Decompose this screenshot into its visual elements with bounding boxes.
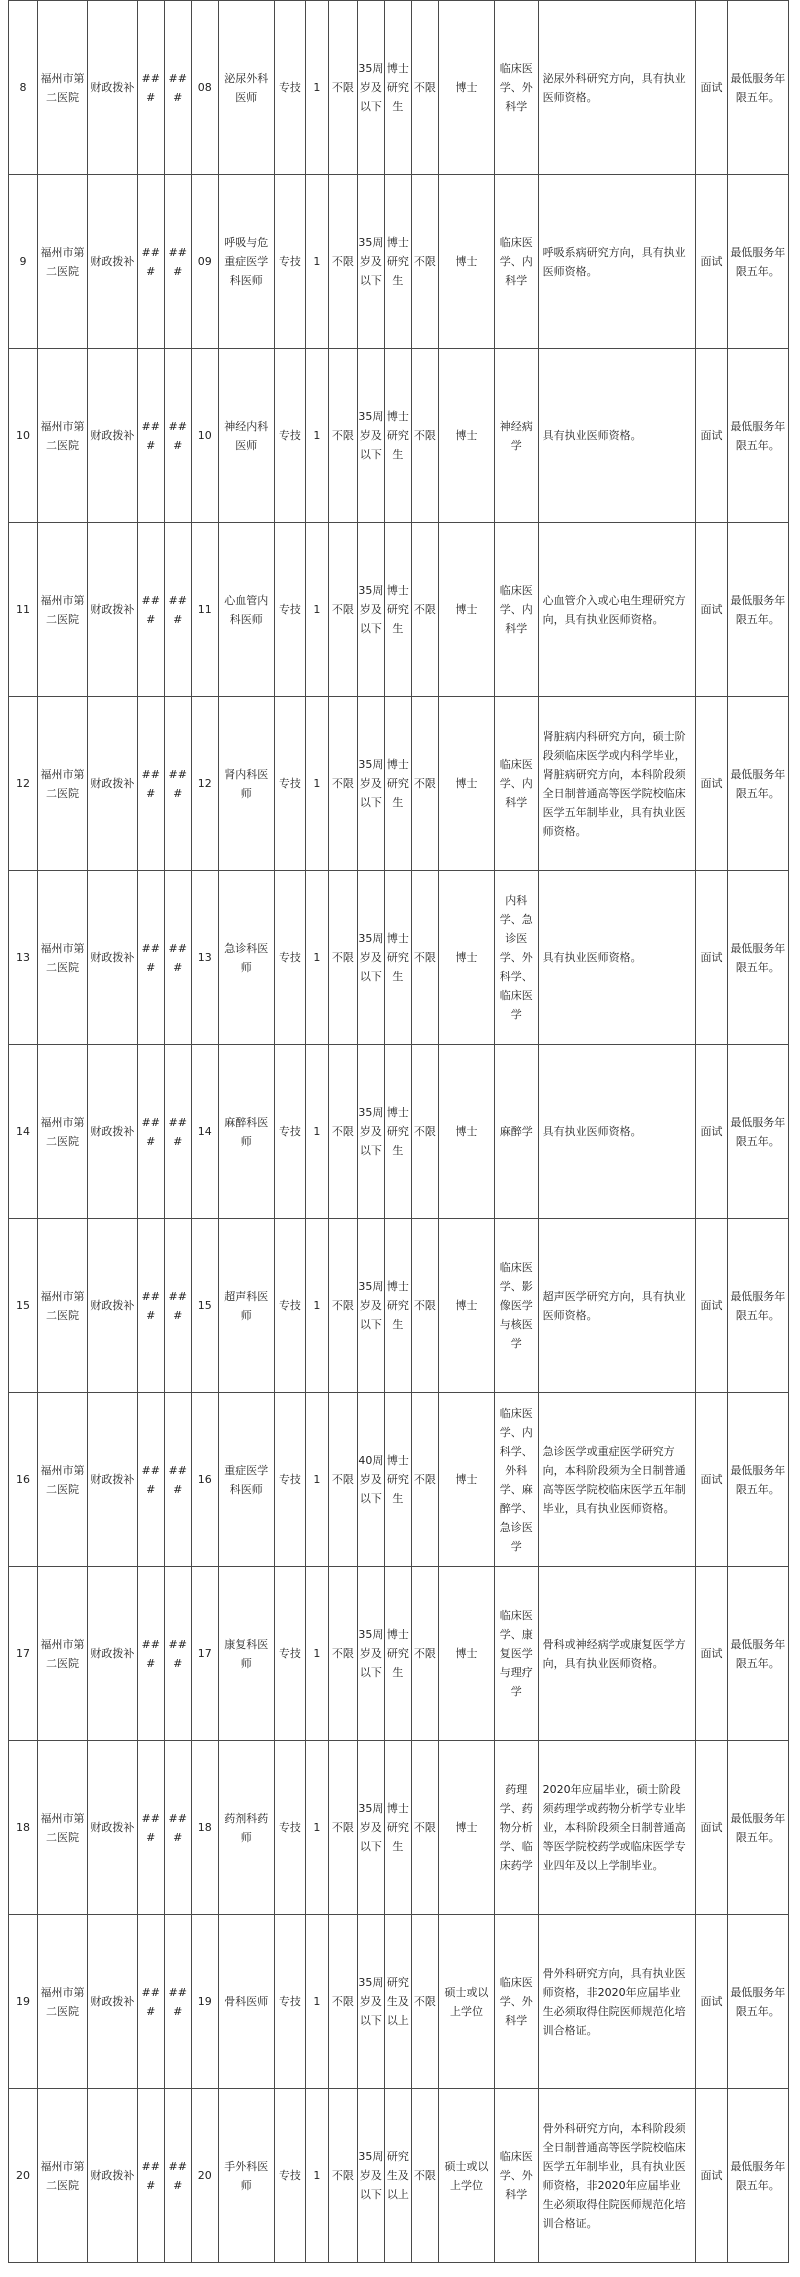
post-number-cell: 10 — [191, 349, 218, 523]
post-number-cell: 15 — [191, 1219, 218, 1393]
major-requirement-cell: 神经病学 — [495, 349, 539, 523]
service-term-cell: 最低服务年限五年。 — [727, 1567, 788, 1741]
post-number-cell: 11 — [191, 523, 218, 697]
post-number-cell: 14 — [191, 1045, 218, 1219]
major-requirement-cell: 临床医学、内科学 — [495, 523, 539, 697]
employer-name-cell: 福州市第二医院 — [38, 1219, 88, 1393]
post-code-cell: ### — [164, 523, 191, 697]
recruitment-table — [8, 0, 789, 2263]
degree-limit-cell: 不限 — [411, 1915, 438, 2089]
age-requirement-cell: 35周岁及以下 — [357, 1219, 384, 1393]
degree-requirement-cell: 博士 — [438, 1219, 494, 1393]
post-name-cell: 麻醉科医师 — [218, 1045, 274, 1219]
post-code-cell: ### — [164, 1567, 191, 1741]
service-term-cell: 最低服务年限五年。 — [727, 1741, 788, 1915]
unit-code-cell: ### — [137, 1915, 164, 2089]
post-name-cell: 肾内科医师 — [218, 697, 274, 871]
hire-count-cell: 1 — [306, 175, 329, 349]
exam-method-cell: 面试 — [696, 1741, 727, 1915]
major-requirement-cell: 临床医学、康复医学与理疗学 — [495, 1567, 539, 1741]
other-requirements-cell: 具有执业医师资格。 — [538, 1045, 696, 1219]
post-code-cell: ### — [164, 2089, 191, 2263]
post-name-cell: 重症医学科医师 — [218, 1393, 274, 1567]
post-type-cell: 专技 — [274, 349, 305, 523]
gender-requirement-cell: 不限 — [328, 1219, 357, 1393]
row-number-cell: 8 — [9, 1, 38, 175]
degree-limit-cell: 不限 — [411, 349, 438, 523]
post-number-cell: 19 — [191, 1915, 218, 2089]
service-term-cell: 最低服务年限五年。 — [727, 349, 788, 523]
gender-requirement-cell: 不限 — [328, 1741, 357, 1915]
post-type-cell: 专技 — [274, 871, 305, 1045]
major-requirement-cell: 内科学、急诊医学、外科学、临床医学 — [495, 871, 539, 1045]
hire-count-cell: 1 — [306, 1045, 329, 1219]
service-term-cell: 最低服务年限五年。 — [727, 1915, 788, 2089]
degree-requirement-cell: 博士 — [438, 871, 494, 1045]
unit-code-cell: ### — [137, 871, 164, 1045]
unit-code-cell: ### — [137, 2089, 164, 2263]
row-number-cell: 19 — [9, 1915, 38, 2089]
funding-source-cell: 财政拨补 — [87, 175, 137, 349]
employer-name-cell: 福州市第二医院 — [38, 523, 88, 697]
degree-limit-cell: 不限 — [411, 1, 438, 175]
funding-source-cell: 财政拨补 — [87, 523, 137, 697]
funding-source-cell: 财政拨补 — [87, 697, 137, 871]
education-requirement-cell: 博士研究生 — [384, 697, 411, 871]
post-code-cell: ### — [164, 349, 191, 523]
funding-source-cell: 财政拨补 — [87, 1045, 137, 1219]
row-number-cell: 12 — [9, 697, 38, 871]
post-number-cell: 09 — [191, 175, 218, 349]
education-requirement-cell: 博士研究生 — [384, 1567, 411, 1741]
gender-requirement-cell: 不限 — [328, 1567, 357, 1741]
degree-requirement-cell: 硕士或以上学位 — [438, 2089, 494, 2263]
employer-name-cell: 福州市第二医院 — [38, 1, 88, 175]
service-term-cell: 最低服务年限五年。 — [727, 1393, 788, 1567]
post-type-cell: 专技 — [274, 175, 305, 349]
major-requirement-cell: 临床医学、内科学、外科学、麻醉学、急诊医学 — [495, 1393, 539, 1567]
post-code-cell: ### — [164, 1, 191, 175]
gender-requirement-cell: 不限 — [328, 1393, 357, 1567]
row-number-cell: 9 — [9, 175, 38, 349]
post-name-cell: 急诊科医师 — [218, 871, 274, 1045]
education-requirement-cell: 博士研究生 — [384, 1, 411, 175]
service-term-cell: 最低服务年限五年。 — [727, 697, 788, 871]
post-name-cell: 药剂科药师 — [218, 1741, 274, 1915]
hire-count-cell: 1 — [306, 1567, 329, 1741]
row-number-cell: 18 — [9, 1741, 38, 1915]
gender-requirement-cell: 不限 — [328, 523, 357, 697]
gender-requirement-cell: 不限 — [328, 1045, 357, 1219]
service-term-cell: 最低服务年限五年。 — [727, 175, 788, 349]
row-number-cell: 14 — [9, 1045, 38, 1219]
employer-name-cell: 福州市第二医院 — [38, 1393, 88, 1567]
table-row — [9, 1, 789, 175]
exam-method-cell: 面试 — [696, 175, 727, 349]
funding-source-cell: 财政拨补 — [87, 2089, 137, 2263]
table-row — [9, 1045, 789, 1219]
exam-method-cell: 面试 — [696, 1, 727, 175]
post-type-cell: 专技 — [274, 1393, 305, 1567]
funding-source-cell: 财政拨补 — [87, 1219, 137, 1393]
funding-source-cell: 财政拨补 — [87, 871, 137, 1045]
unit-code-cell: ### — [137, 523, 164, 697]
gender-requirement-cell: 不限 — [328, 175, 357, 349]
degree-limit-cell: 不限 — [411, 1741, 438, 1915]
other-requirements-cell: 肾脏病内科研究方向，硕士阶段须临床医学或内科学毕业，肾脏病研究方向，本科阶段须全日制普通高等医学院校临床医学五年制毕业，具有执业医师资格。 — [538, 697, 696, 871]
age-requirement-cell: 35周岁及以下 — [357, 1915, 384, 2089]
age-requirement-cell: 35周岁及以下 — [357, 1567, 384, 1741]
exam-method-cell: 面试 — [696, 1567, 727, 1741]
table-row — [9, 1741, 789, 1915]
unit-code-cell: ### — [137, 1393, 164, 1567]
hire-count-cell: 1 — [306, 1915, 329, 2089]
post-name-cell: 超声科医师 — [218, 1219, 274, 1393]
funding-source-cell: 财政拨补 — [87, 349, 137, 523]
post-type-cell: 专技 — [274, 2089, 305, 2263]
funding-source-cell: 财政拨补 — [87, 1741, 137, 1915]
age-requirement-cell: 35周岁及以下 — [357, 1, 384, 175]
other-requirements-cell: 呼吸系病研究方向，具有执业医师资格。 — [538, 175, 696, 349]
unit-code-cell: ### — [137, 1, 164, 175]
other-requirements-cell: 具有执业医师资格。 — [538, 871, 696, 1045]
hire-count-cell: 1 — [306, 1, 329, 175]
table-row — [9, 349, 789, 523]
age-requirement-cell: 35周岁及以下 — [357, 349, 384, 523]
degree-requirement-cell: 博士 — [438, 1567, 494, 1741]
degree-requirement-cell: 博士 — [438, 175, 494, 349]
post-code-cell: ### — [164, 175, 191, 349]
major-requirement-cell: 临床医学、外科学 — [495, 2089, 539, 2263]
major-requirement-cell: 临床医学、内科学 — [495, 697, 539, 871]
table-row — [9, 1393, 789, 1567]
education-requirement-cell: 博士研究生 — [384, 175, 411, 349]
unit-code-cell: ### — [137, 175, 164, 349]
degree-requirement-cell: 博士 — [438, 1741, 494, 1915]
gender-requirement-cell: 不限 — [328, 1, 357, 175]
degree-limit-cell: 不限 — [411, 1045, 438, 1219]
employer-name-cell: 福州市第二医院 — [38, 1741, 88, 1915]
other-requirements-cell: 具有执业医师资格。 — [538, 349, 696, 523]
employer-name-cell: 福州市第二医院 — [38, 1567, 88, 1741]
funding-source-cell: 财政拨补 — [87, 1393, 137, 1567]
unit-code-cell: ### — [137, 1567, 164, 1741]
table-row — [9, 1219, 789, 1393]
other-requirements-cell: 2020年应届毕业，硕士阶段须药理学或药物分析学专业毕业，本科阶段须全日制普通高等医学院校药学或临床医学专业四年及以上学制毕业。 — [538, 1741, 696, 1915]
table-row — [9, 871, 789, 1045]
post-type-cell: 专技 — [274, 1741, 305, 1915]
service-term-cell: 最低服务年限五年。 — [727, 1045, 788, 1219]
exam-method-cell: 面试 — [696, 2089, 727, 2263]
hire-count-cell: 1 — [306, 871, 329, 1045]
degree-limit-cell: 不限 — [411, 697, 438, 871]
hire-count-cell: 1 — [306, 1219, 329, 1393]
row-number-cell: 20 — [9, 2089, 38, 2263]
education-requirement-cell: 博士研究生 — [384, 1219, 411, 1393]
post-number-cell: 20 — [191, 2089, 218, 2263]
employer-name-cell: 福州市第二医院 — [38, 349, 88, 523]
post-number-cell: 08 — [191, 1, 218, 175]
age-requirement-cell: 40周岁及以下 — [357, 1393, 384, 1567]
gender-requirement-cell: 不限 — [328, 871, 357, 1045]
other-requirements-cell: 骨外科研究方向，具有执业医师资格，非2020年应届毕业生必须取得住院医师规范化培训合格证。 — [538, 1915, 696, 2089]
degree-limit-cell: 不限 — [411, 871, 438, 1045]
post-number-cell: 17 — [191, 1567, 218, 1741]
recruitment-table-page — [8, 0, 789, 2263]
degree-requirement-cell: 博士 — [438, 523, 494, 697]
unit-code-cell: ### — [137, 697, 164, 871]
hire-count-cell: 1 — [306, 697, 329, 871]
gender-requirement-cell: 不限 — [328, 349, 357, 523]
education-requirement-cell: 博士研究生 — [384, 1741, 411, 1915]
gender-requirement-cell: 不限 — [328, 2089, 357, 2263]
degree-limit-cell: 不限 — [411, 175, 438, 349]
table-row — [9, 2089, 789, 2263]
hire-count-cell: 1 — [306, 523, 329, 697]
service-term-cell: 最低服务年限五年。 — [727, 1, 788, 175]
row-number-cell: 15 — [9, 1219, 38, 1393]
employer-name-cell: 福州市第二医院 — [38, 175, 88, 349]
post-name-cell: 神经内科医师 — [218, 349, 274, 523]
employer-name-cell: 福州市第二医院 — [38, 2089, 88, 2263]
degree-requirement-cell: 博士 — [438, 1393, 494, 1567]
exam-method-cell: 面试 — [696, 697, 727, 871]
post-code-cell: ### — [164, 1393, 191, 1567]
degree-limit-cell: 不限 — [411, 1393, 438, 1567]
age-requirement-cell: 35周岁及以下 — [357, 523, 384, 697]
post-code-cell: ### — [164, 1915, 191, 2089]
exam-method-cell: 面试 — [696, 523, 727, 697]
major-requirement-cell: 临床医学、外科学 — [495, 1915, 539, 2089]
employer-name-cell: 福州市第二医院 — [38, 1915, 88, 2089]
table-row — [9, 523, 789, 697]
post-type-cell: 专技 — [274, 697, 305, 871]
degree-limit-cell: 不限 — [411, 1219, 438, 1393]
funding-source-cell: 财政拨补 — [87, 1, 137, 175]
post-code-cell: ### — [164, 1219, 191, 1393]
row-number-cell: 16 — [9, 1393, 38, 1567]
age-requirement-cell: 35周岁及以下 — [357, 1045, 384, 1219]
unit-code-cell: ### — [137, 1741, 164, 1915]
post-number-cell: 13 — [191, 871, 218, 1045]
post-type-cell: 专技 — [274, 523, 305, 697]
other-requirements-cell: 骨科或神经病学或康复医学方向，具有执业医师资格。 — [538, 1567, 696, 1741]
unit-code-cell: ### — [137, 1045, 164, 1219]
other-requirements-cell: 骨外科研究方向，本科阶段须全日制普通高等医学院校临床医学五年制毕业，具有执业医师资格，非2020年应届毕业生必须取得住院医师规范化培训合格证。 — [538, 2089, 696, 2263]
post-name-cell: 呼吸与危重症医学科医师 — [218, 175, 274, 349]
table-row — [9, 697, 789, 871]
major-requirement-cell: 药理学、药物分析学、临床药学 — [495, 1741, 539, 1915]
major-requirement-cell: 临床医学、内科学 — [495, 175, 539, 349]
unit-code-cell: ### — [137, 1219, 164, 1393]
education-requirement-cell: 博士研究生 — [384, 1045, 411, 1219]
age-requirement-cell: 35周岁及以下 — [357, 697, 384, 871]
post-type-cell: 专技 — [274, 1567, 305, 1741]
post-name-cell: 泌尿外科医师 — [218, 1, 274, 175]
post-number-cell: 12 — [191, 697, 218, 871]
post-type-cell: 专技 — [274, 1, 305, 175]
funding-source-cell: 财政拨补 — [87, 1567, 137, 1741]
row-number-cell: 11 — [9, 523, 38, 697]
exam-method-cell: 面试 — [696, 1045, 727, 1219]
row-number-cell: 10 — [9, 349, 38, 523]
degree-requirement-cell: 博士 — [438, 349, 494, 523]
table-body — [9, 1, 789, 2263]
age-requirement-cell: 35周岁及以下 — [357, 2089, 384, 2263]
degree-requirement-cell: 硕士或以上学位 — [438, 1915, 494, 2089]
other-requirements-cell: 泌尿外科研究方向，具有执业医师资格。 — [538, 1, 696, 175]
table-row — [9, 175, 789, 349]
age-requirement-cell: 35周岁及以下 — [357, 1741, 384, 1915]
post-number-cell: 18 — [191, 1741, 218, 1915]
degree-limit-cell: 不限 — [411, 1567, 438, 1741]
row-number-cell: 13 — [9, 871, 38, 1045]
post-name-cell: 骨科医师 — [218, 1915, 274, 2089]
post-number-cell: 16 — [191, 1393, 218, 1567]
education-requirement-cell: 博士研究生 — [384, 349, 411, 523]
exam-method-cell: 面试 — [696, 1915, 727, 2089]
service-term-cell: 最低服务年限五年。 — [727, 871, 788, 1045]
employer-name-cell: 福州市第二医院 — [38, 1045, 88, 1219]
other-requirements-cell: 急诊医学或重症医学研究方向，本科阶段须为全日制普通高等医学院校临床医学五年制毕业，具有执业医师资格。 — [538, 1393, 696, 1567]
hire-count-cell: 1 — [306, 1393, 329, 1567]
degree-limit-cell: 不限 — [411, 523, 438, 697]
exam-method-cell: 面试 — [696, 871, 727, 1045]
education-requirement-cell: 博士研究生 — [384, 1393, 411, 1567]
hire-count-cell: 1 — [306, 2089, 329, 2263]
service-term-cell: 最低服务年限五年。 — [727, 523, 788, 697]
education-requirement-cell: 博士研究生 — [384, 523, 411, 697]
gender-requirement-cell: 不限 — [328, 1915, 357, 2089]
post-name-cell: 心血管内科医师 — [218, 523, 274, 697]
table-row — [9, 1567, 789, 1741]
employer-name-cell: 福州市第二医院 — [38, 871, 88, 1045]
education-requirement-cell: 博士研究生 — [384, 871, 411, 1045]
major-requirement-cell: 临床医学、影像医学与核医学 — [495, 1219, 539, 1393]
hire-count-cell: 1 — [306, 349, 329, 523]
other-requirements-cell: 心血管介入或心电生理研究方向，具有执业医师资格。 — [538, 523, 696, 697]
service-term-cell: 最低服务年限五年。 — [727, 1219, 788, 1393]
post-type-cell: 专技 — [274, 1915, 305, 2089]
degree-requirement-cell: 博士 — [438, 697, 494, 871]
hire-count-cell: 1 — [306, 1741, 329, 1915]
post-code-cell: ### — [164, 1741, 191, 1915]
education-requirement-cell: 研究生及以上 — [384, 2089, 411, 2263]
other-requirements-cell: 超声医学研究方向，具有执业医师资格。 — [538, 1219, 696, 1393]
post-type-cell: 专技 — [274, 1045, 305, 1219]
age-requirement-cell: 35周岁及以下 — [357, 871, 384, 1045]
funding-source-cell: 财政拨补 — [87, 1915, 137, 2089]
post-name-cell: 康复科医师 — [218, 1567, 274, 1741]
post-code-cell: ### — [164, 871, 191, 1045]
degree-limit-cell: 不限 — [411, 2089, 438, 2263]
post-type-cell: 专技 — [274, 1219, 305, 1393]
table-row — [9, 1915, 789, 2089]
education-requirement-cell: 研究生及以上 — [384, 1915, 411, 2089]
degree-requirement-cell: 博士 — [438, 1045, 494, 1219]
gender-requirement-cell: 不限 — [328, 697, 357, 871]
post-code-cell: ### — [164, 1045, 191, 1219]
post-name-cell: 手外科医师 — [218, 2089, 274, 2263]
employer-name-cell: 福州市第二医院 — [38, 697, 88, 871]
row-number-cell: 17 — [9, 1567, 38, 1741]
exam-method-cell: 面试 — [696, 1393, 727, 1567]
age-requirement-cell: 35周岁及以下 — [357, 175, 384, 349]
exam-method-cell: 面试 — [696, 1219, 727, 1393]
unit-code-cell: ### — [137, 349, 164, 523]
post-code-cell: ### — [164, 697, 191, 871]
major-requirement-cell: 麻醉学 — [495, 1045, 539, 1219]
major-requirement-cell: 临床医学、外科学 — [495, 1, 539, 175]
service-term-cell: 最低服务年限五年。 — [727, 2089, 788, 2263]
exam-method-cell: 面试 — [696, 349, 727, 523]
degree-requirement-cell: 博士 — [438, 1, 494, 175]
